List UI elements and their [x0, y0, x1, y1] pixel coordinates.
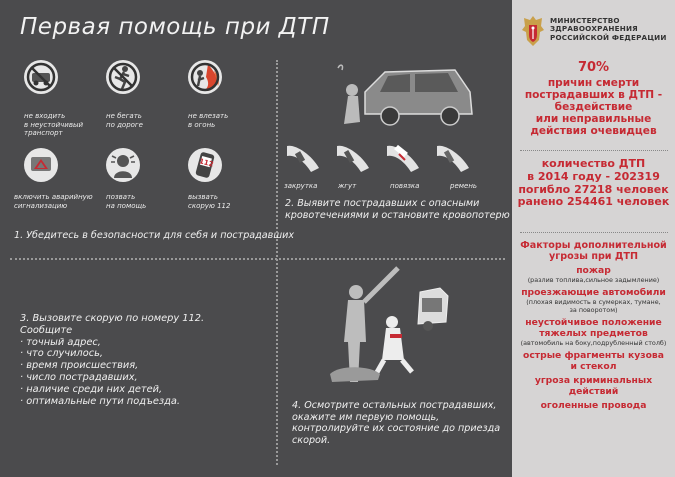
section-divider: [10, 258, 505, 260]
icon-badge: 112: [198, 157, 215, 169]
icon-label: вызвать скорую 112: [188, 193, 231, 210]
factor-title: острые фрагменты кузова и стекол: [523, 350, 664, 372]
car-victim-illustration: [330, 62, 480, 132]
tourniquet-twist-icon: [283, 140, 323, 174]
phone-112-icon: [188, 148, 222, 182]
ministry-line2: ЗДРАВООХРАНЕНИЯ: [550, 24, 638, 34]
count-value: 27218: [574, 182, 613, 196]
factor-title: оголенные провода: [540, 400, 647, 411]
count-line: погибло 27218 человек: [518, 182, 669, 196]
divider: [520, 150, 668, 151]
factor-note: (автомобиль на боку,подрубленный столб): [520, 339, 667, 347]
section-divider: [276, 60, 278, 465]
belt-icon: [433, 140, 473, 174]
stat-line: или неправильные: [535, 113, 652, 125]
step3-text: 3. Вызовите скорую по номеру 112. Сообщите · точный адрес, · что случилось, · время происшествия, · число пострадавших, · наличие среди них детей, · оптимальные пути подъезда.: [20, 313, 205, 407]
stat-line: бездействие: [554, 101, 633, 113]
bandage-icon: [383, 140, 423, 174]
tourniquet-icon: [333, 140, 373, 174]
factor-title: проезжающие автомобили: [521, 287, 666, 298]
factor-note: за поворотом): [569, 306, 618, 314]
hazard-lights-icon: [24, 148, 58, 182]
divider: [520, 232, 668, 233]
stat-line: причин смерти: [547, 77, 640, 89]
factor-title: неустойчивое положение тяжелых предметов: [525, 317, 662, 339]
step2-caption: 2. Выявите пострадавших с опасными кровотечениями и остановите кровопотерю: [285, 198, 510, 221]
no-running-icon: [106, 60, 140, 94]
stat-line: пострадавших в ДТП -: [524, 89, 663, 101]
factor-note: (плохая видимость в сумерках, тумане,: [526, 298, 661, 306]
ministry-line3: РОССИЙСКОЙ ФЕДЕРАЦИИ: [550, 32, 667, 42]
icon-label: не входить в неустойчивый транспорт: [24, 112, 84, 137]
no-unstable-vehicle-icon: [24, 60, 58, 94]
stat-line: действия очевидцев: [530, 125, 657, 137]
factor-title: угроза криминальных действий: [534, 375, 653, 397]
ministry-line1: МИНИСТЕРСТВО: [550, 16, 620, 25]
icon-label: не влезать в огонь: [188, 112, 229, 129]
count-line: количество ДТП: [541, 157, 646, 170]
step4-caption: 4. Осмотрите остальных пострадавших, окажите им первую помощь, контролируйте их состояние до приезда скорой.: [292, 400, 501, 446]
no-fire-icon: [188, 60, 222, 94]
emblem-icon: [520, 14, 546, 48]
icon-label: включить аварийную сигнализацию: [14, 193, 93, 210]
arm-label: ремень: [450, 182, 478, 190]
count-line: в 2014 году - 202319: [527, 169, 660, 183]
icon-label: позвать на помощь: [106, 193, 147, 210]
count-value: 202319: [613, 169, 660, 183]
page-title: Первая помощь при ДТП: [20, 14, 330, 40]
rescue-scene-illustration: [320, 262, 495, 392]
step1-caption: 1. Убедитесь в безопасности для себя и пострадавших: [14, 230, 295, 241]
ministry-logo: [520, 14, 670, 54]
icon-label: не бегать по дороге: [106, 112, 143, 129]
risk-factors: [512, 240, 675, 411]
accident-counts: [512, 158, 675, 209]
factors-heading: Факторы дополнительной угрозы при ДТП: [520, 240, 667, 262]
count-line: ранено 254461 человек: [517, 195, 670, 209]
stat-percent: 70%: [577, 60, 610, 75]
arm-label: жгут: [338, 182, 357, 190]
arm-label: повязка: [390, 182, 420, 190]
stat-text: [512, 77, 675, 137]
factor-note: (разлив топлива,сильное задымление): [527, 276, 660, 284]
arm-label: закрутка: [284, 182, 318, 190]
count-value: 254461: [567, 195, 613, 209]
factor-title: пожар: [576, 265, 611, 276]
call-for-help-icon: [106, 148, 140, 182]
